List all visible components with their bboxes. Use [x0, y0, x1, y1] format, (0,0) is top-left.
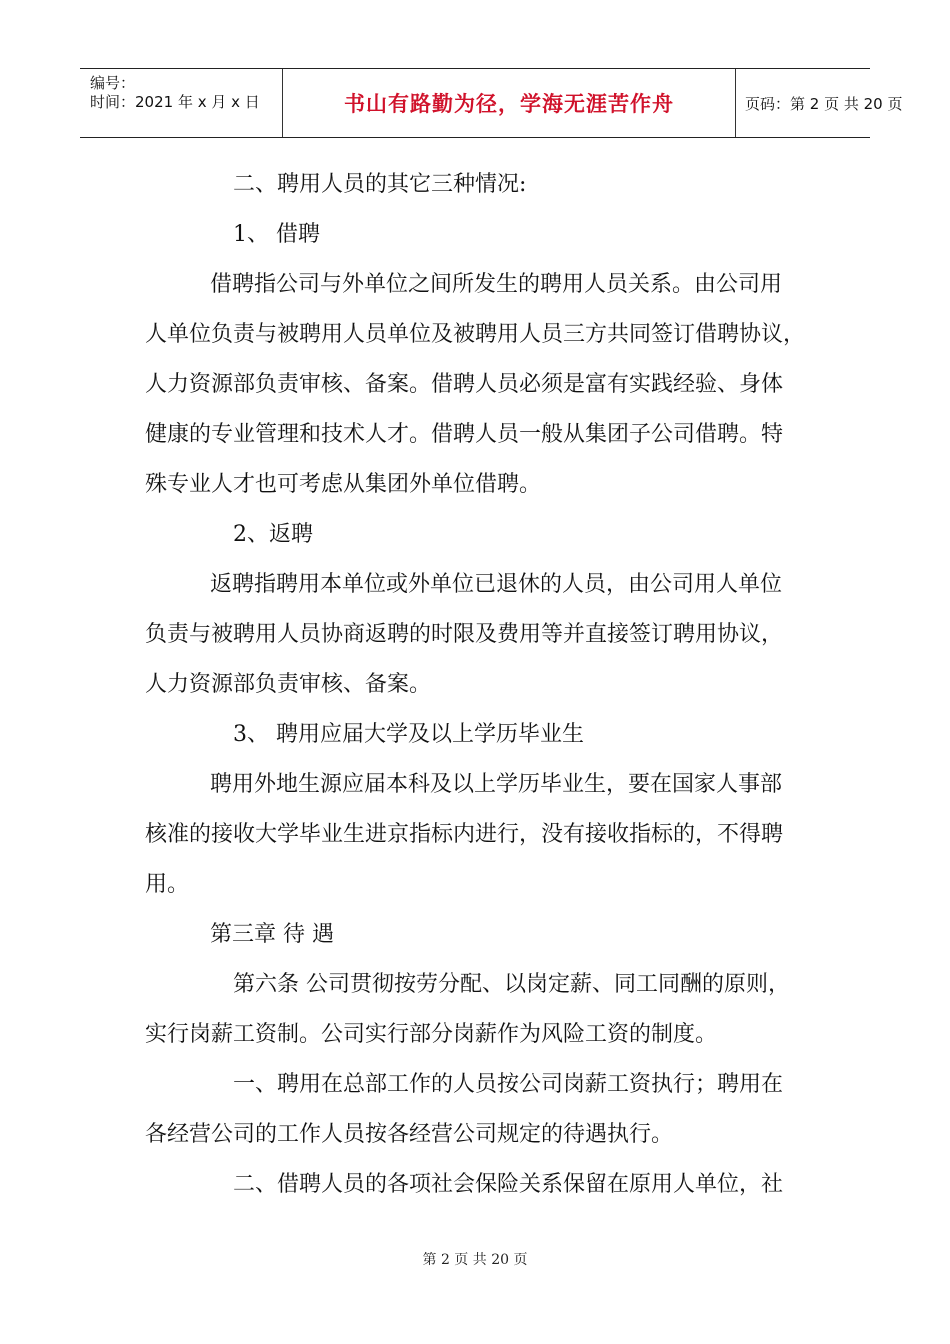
page-header — [80, 68, 903, 138]
paragraph-line: 人单位负责与被聘用人员单位及被聘用人员三方共同签订借聘协议， — [145, 322, 806, 347]
paragraph-line: 各经营公司的工作人员按各经营公司规定的待遇执行。 — [145, 1122, 674, 1147]
paragraph-line: 返聘指聘用本单位或外单位已退休的人员，由公司用人单位 — [210, 572, 783, 597]
paragraph-line: 借聘指公司与外单位之间所发生的聘用人员关系。由公司用 — [210, 272, 783, 297]
paragraph-line: 核准的接收大学毕业生进京指标内进行，没有接收指标的，不得聘 — [145, 822, 784, 847]
document-number-label: 编号： — [90, 74, 136, 92]
paragraph-line: 用。 — [145, 872, 190, 897]
paragraph-line: 二、借聘人员的各项社会保险关系保留在原用人单位，社 — [233, 1172, 784, 1197]
header-motto-cell — [282, 69, 736, 137]
subsection-heading: 2、返聘 — [233, 522, 313, 547]
page-footer: 第 2 页 共 20 页 — [422, 1252, 528, 1268]
chapter-heading: 第三章 待 遇 — [210, 922, 334, 947]
paragraph-line: 人力资源部负责审核、备案。 — [145, 672, 432, 697]
header-motto: 书山有路勤为径，学海无涯苦作舟 — [344, 92, 674, 116]
document-time-label: 时间：2021 年 x 月 x 日 — [90, 93, 260, 111]
paragraph-line: 人力资源部负责审核、备案。借聘人员必须是富有实践经验、身体 — [145, 372, 784, 397]
header-page-code: 页码：第 2 页 共 20 页 — [745, 94, 903, 113]
subsection-heading: 3、 聘用应届大学及以上学历毕业生 — [233, 722, 584, 747]
paragraph-line: 实行岗薪工资制。公司实行部分岗薪作为风险工资的制度。 — [145, 1022, 718, 1047]
paragraph-line: 健康的专业管理和技术人才。借聘人员一般从集团子公司借聘。特 — [145, 422, 784, 447]
article-line: 第六条 公司贯彻按劳分配、以岗定薪、同工同酬的原则， — [233, 972, 790, 997]
paragraph-line: 殊专业人才也可考虑从集团外单位借聘。 — [145, 472, 542, 497]
header-page-cell — [735, 69, 903, 137]
paragraph-line: 一、聘用在总部工作的人员按公司岗薪工资执行；聘用在 — [233, 1072, 784, 1097]
section-heading: 二、聘用人员的其它三种情况: — [233, 172, 527, 197]
header-meta-cell — [80, 69, 282, 137]
paragraph-line: 负责与被聘用人员协商返聘的时限及费用等并直接签订聘用协议， — [145, 622, 784, 647]
subsection-heading: 1、 借聘 — [233, 222, 320, 247]
paragraph-line: 聘用外地生源应届本科及以上学历毕业生，要在国家人事部 — [210, 772, 783, 797]
